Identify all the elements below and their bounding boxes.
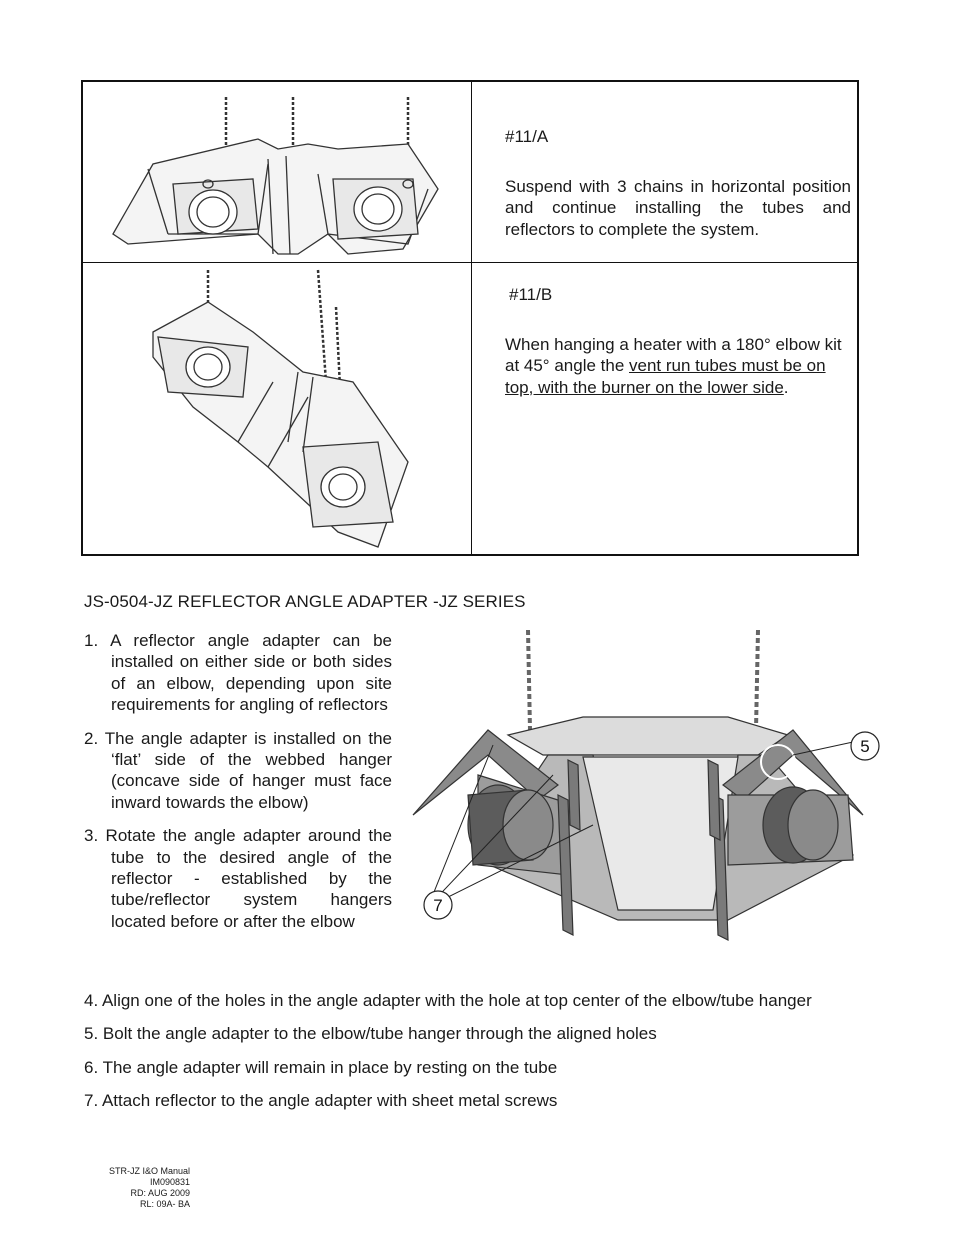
step-11b-text-suffix: . [783, 377, 789, 397]
step-3: 3. Rotate the angle adapter around the tube to the desired angle of the reflector - established by the tube/reflector system hangers located before or after the elbow [84, 826, 392, 931]
angle-adapter-figure [408, 625, 888, 945]
steps-list-left [84, 630, 392, 944]
step-11b-description [505, 334, 851, 399]
step-5: 5. Bolt the angle adapter to the elbow/tube hanger through the aligned holes [84, 1024, 657, 1044]
footer-revision-date: RD: AUG 2009 [130, 1188, 190, 1198]
step-4: 4. Align one of the holes in the angle adapter with the hole at top center of the elbow/tube hanger [84, 991, 812, 1010]
table-divider-vertical [471, 82, 472, 554]
step-7: 7. Attach reflector to the angle adapter with sheet metal screws [84, 1091, 558, 1111]
callout-5-label: 5 [860, 737, 870, 756]
document-footer [96, 1166, 190, 1210]
footer-release-level: RL: 09A- BA [139, 1199, 190, 1209]
footer-manual-name: STR-JZ I&O Manual [108, 1166, 190, 1176]
illustration-horizontal-suspension [108, 94, 448, 259]
step-11b-label: #11/B [509, 285, 553, 304]
steps-list-full-width [84, 990, 862, 1124]
step-11b-text-prefix: When hanging a heater with a 180° elbow kit at 45° angle the [505, 334, 842, 375]
callout-7-label: 7 [433, 896, 443, 915]
step-11a-description: Suspend with 3 chains in horizontal position and continue installing the tubes and reflectors to complete the system. [505, 176, 851, 239]
step-11b-text-block [505, 284, 851, 398]
instruction-table [81, 80, 859, 556]
step-11b-underlined-warning: vent run tubes must be on top, with the burner on the lower side [505, 356, 826, 397]
step-11a-label: #11/A [505, 127, 549, 146]
illustration-45-degree-suspension [138, 267, 438, 552]
step-1: 1. A reflector angle adapter can be installed on either side or both sides of an elbow, depending upon site requirements for angling of reflectors [84, 631, 392, 715]
step-11a-text-block [505, 126, 851, 240]
step-2: 2. The angle adapter is installed on the ‘flat’ side of the webbed hanger (concave side of hanger must face inward towards the elbow) [84, 728, 392, 812]
table-divider-horizontal [83, 262, 857, 263]
section-title: JS-0504-JZ REFLECTOR ANGLE ADAPTER -JZ SERIES [84, 592, 526, 611]
footer-document-id: IM090831 [149, 1177, 190, 1187]
step-6: 6. The angle adapter will remain in place by resting on the tube [84, 1057, 558, 1077]
